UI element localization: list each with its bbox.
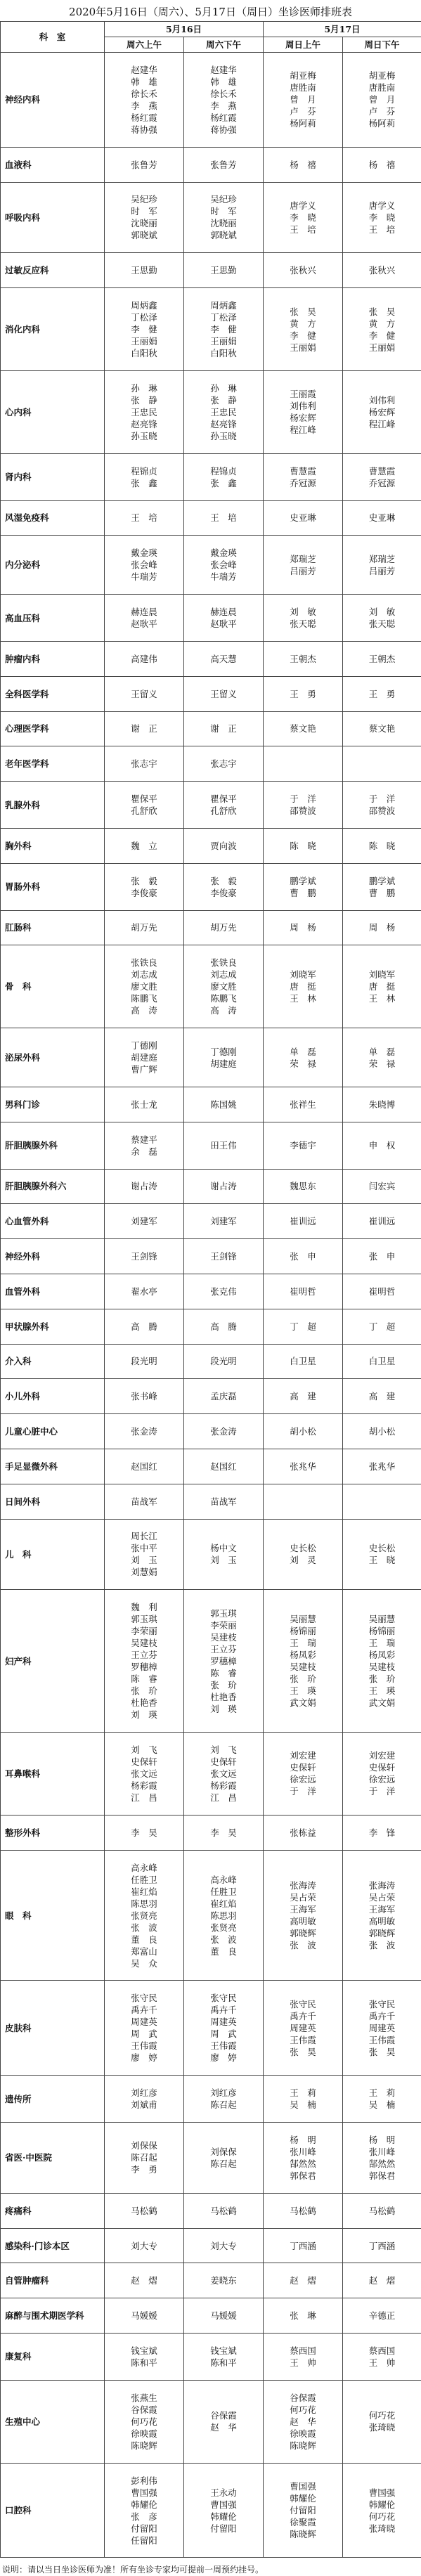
department-name: 介入科 [1, 1344, 105, 1379]
doctors-sun-pm: 张 昊 黄 方 李 健 王丽娟 [343, 288, 421, 371]
doctors-sun-pm: 蔡西国 王 帅 [343, 2334, 421, 2381]
doctors-sat-pm: 杨中文 刘 玉 [184, 1519, 264, 1590]
doctors-sat-am: 高建伟 [105, 641, 184, 676]
department-row [1, 1981, 421, 2076]
department-name: 手足显微外科 [1, 1449, 105, 1484]
doctors-sat-pm: 赵建华 韩 雄 徐长禾 李 燕 杨红霞 蒋协强 [184, 53, 264, 148]
doctors-sat-pm: 孟庆磊 [184, 1379, 264, 1414]
department-name: 肛肠科 [1, 910, 105, 945]
doctors-sun-pm: 李 锋 [343, 1815, 421, 1850]
doctors-sun-pm: 张兆华 [343, 1449, 421, 1484]
doctors-sat-am: 魏 利 郭玉琪 李荣丽 吴建枝 王立芬 罗穗樟 陈 睿 张 玠 杜艳香 刘 瑛 [105, 1590, 184, 1733]
doctors-sat-pm: 谢 正 [184, 711, 264, 746]
doctors-sat-pm: 张金涛 [184, 1414, 264, 1449]
department-row [1, 1414, 421, 1449]
department-name: 肾内科 [1, 453, 105, 500]
doctors-sun-am [264, 1484, 343, 1519]
doctors-sun-pm [343, 746, 421, 782]
doctors-sat-am: 马松鹤 [105, 2193, 184, 2228]
department-row [1, 676, 421, 711]
department-name: 自管肿瘤科 [1, 2263, 105, 2298]
doctors-sun-am: 曹慧霞 乔冠源 [264, 453, 343, 500]
doctors-sun-pm: 单 磊 荣 禄 [343, 1028, 421, 1087]
doctors-sun-am: 周 杨 [264, 910, 343, 945]
doctors-sun-pm: 刘晓军 唐 挺 王 林 [343, 945, 421, 1028]
doctors-sat-am: 孙 琳 张 静 王忠民 赵亮锋 孙玉晓 [105, 370, 184, 453]
department-row [1, 288, 421, 371]
department-name: 过敏反应科 [1, 253, 105, 288]
department-name: 高血压科 [1, 595, 105, 642]
doctors-sun-am: 刘晓军 唐 挺 王 林 [264, 945, 343, 1028]
doctors-sat-pm: 段光明 [184, 1344, 264, 1379]
doctors-sun-pm: 陈 晓 [343, 828, 421, 863]
department-row [1, 2228, 421, 2263]
doctors-sat-pm: 赵国红 [184, 1449, 264, 1484]
doctors-sun-am: 鹏学斌 曹 鹏 [264, 863, 343, 910]
header-row-dates [1, 22, 421, 37]
doctors-sat-am: 胡万先 [105, 910, 184, 945]
doctors-sat-pm: 田王伟 [184, 1122, 264, 1169]
department-name: 心血管外科 [1, 1204, 105, 1239]
department-row [1, 253, 421, 288]
department-row [1, 782, 421, 829]
doctors-sat-pm: 王留义 [184, 676, 264, 711]
doctors-sun-am: 王 勇 [264, 676, 343, 711]
department-name: 小儿外科 [1, 1379, 105, 1414]
doctors-sat-am: 张守民 禹卉千 周建英 周 武 王伟霞 廖 婷 [105, 1981, 184, 2076]
department-name: 口腔科 [1, 2463, 105, 2558]
doctors-sun-pm: 杨 明 张川峰 郜然然 郭保君 [343, 2123, 421, 2194]
department-row [1, 1379, 421, 1414]
doctors-sat-pm: 张志宇 [184, 746, 264, 782]
department-name: 感染科·门诊本区 [1, 2228, 105, 2263]
doctors-sun-pm: 周 杨 [343, 910, 421, 945]
doctors-sat-pm: 戴金瑛 张会峰 牛瑞芳 [184, 536, 264, 595]
doctors-sat-pm: 张铁良 刘志成 廖文胜 陈鹏飞 高 涛 [184, 945, 264, 1028]
doctors-sun-am: 丁 超 [264, 1309, 343, 1344]
doctors-sun-pm: 王 莉 吴 楠 [343, 2076, 421, 2123]
date-header-sunday: 5月17日 [264, 22, 421, 37]
doctors-sun-pm: 张 申 [343, 1239, 421, 1274]
doctors-sun-pm: 史长松 王 晓 [343, 1519, 421, 1590]
doctors-sun-pm: 张秋兴 [343, 253, 421, 288]
doctors-sat-am: 钱宝斌 陈和平 [105, 2334, 184, 2381]
doctors-sun-pm: 史亚琳 [343, 500, 421, 536]
doctors-sat-pm: 张克伟 [184, 1274, 264, 1309]
department-row [1, 1169, 421, 1204]
doctors-sun-pm: 曹国强 韩耀伦 何巧花 张琦晓 [343, 2463, 421, 2558]
department-row [1, 1449, 421, 1484]
doctors-sun-pm: 胡亚梅 唐胜南 曾 月 卢 芬 杨阿莉 [343, 53, 421, 148]
doctors-sun-am: 陈 晓 [264, 828, 343, 863]
department-row [1, 370, 421, 453]
doctors-sun-am: 杨 明 张川峰 郜然然 郭保君 [264, 2123, 343, 2194]
doctors-sun-am: 蔡文艳 [264, 711, 343, 746]
doctors-sat-pm: 王 培 [184, 500, 264, 536]
department-row [1, 500, 421, 536]
department-name: 耳鼻喉科 [1, 1733, 105, 1816]
department-name: 男科门诊 [1, 1087, 105, 1122]
doctors-sun-am: 赵 熠 [264, 2263, 343, 2298]
doctors-sun-pm: 马松鹤 [343, 2193, 421, 2228]
doctors-sun-pm: 张守民 禹卉千 周建英 王伟霞 张 昊 [343, 1981, 421, 2076]
doctors-sat-am: 马媛媛 [105, 2298, 184, 2334]
doctors-sun-am: 单 磊 荣 禄 [264, 1028, 343, 1087]
doctors-sun-am: 唐学义 李 晓 王 培 [264, 182, 343, 253]
doctors-sun-pm: 胡小松 [343, 1414, 421, 1449]
department-name: 整形外科 [1, 1815, 105, 1850]
department-row [1, 1519, 421, 1590]
doctors-sun-pm: 闫宏宾 [343, 1169, 421, 1204]
department-name: 血管外科 [1, 1274, 105, 1309]
doctors-sat-am: 王留义 [105, 676, 184, 711]
doctors-sun-am: 王丽霞 刘伟利 杨宏辉 程江峰 [264, 370, 343, 453]
department-name: 生殖中心 [1, 2380, 105, 2463]
department-name: 消化内科 [1, 288, 105, 371]
doctors-sat-pm: 李 昊 [184, 1815, 264, 1850]
doctors-sat-am: 周炳鑫 丁松泽 李 健 王丽娟 白阳秋 [105, 288, 184, 371]
department-name: 日间外科 [1, 1484, 105, 1519]
doctors-sun-am: 张栋益 [264, 1815, 343, 1850]
department-name: 神经外科 [1, 1239, 105, 1274]
doctors-sun-am: 于 洋 邵赞波 [264, 782, 343, 829]
doctors-sat-pm: 谷保霞 赵 华 [184, 2380, 264, 2463]
department-name: 妇产科 [1, 1590, 105, 1733]
doctors-sat-pm: 陈国姚 [184, 1087, 264, 1122]
doctors-sun-pm [343, 1484, 421, 1519]
doctors-sun-am: 吴丽慧 杨锦丽 王 瑞 杨凤彩 吴建枝 张 玠 王 瑛 武文娟 [264, 1590, 343, 1733]
doctors-sat-am: 王 培 [105, 500, 184, 536]
department-name: 疼痛科 [1, 2193, 105, 2228]
session-header-sun-am: 周日上午 [264, 37, 343, 53]
doctors-sun-pm: 唐学义 李 晓 王 培 [343, 182, 421, 253]
doctors-sun-am: 胡亚梅 唐胜南 曾 月 卢 芬 杨阿莉 [264, 53, 343, 148]
doctors-sat-pm: 刘大专 [184, 2228, 264, 2263]
doctors-sun-am: 白卫星 [264, 1344, 343, 1379]
department-name: 老年医学科 [1, 746, 105, 782]
doctors-sun-pm: 王朝杰 [343, 641, 421, 676]
department-row [1, 746, 421, 782]
doctors-sun-pm: 杨 禧 [343, 147, 421, 182]
doctors-sun-am: 杨 禧 [264, 147, 343, 182]
department-name: 全科医学科 [1, 676, 105, 711]
doctors-sat-pm: 张守民 禹卉千 周建英 周 武 王伟霞 廖 婷 [184, 1981, 264, 2076]
session-header-sat-am: 周六上午 [105, 37, 184, 53]
department-name: 风湿免疫科 [1, 500, 105, 536]
department-row [1, 453, 421, 500]
department-row [1, 1274, 421, 1309]
doctors-sun-pm: 朱晓博 [343, 1087, 421, 1122]
doctors-sun-pm: 高 建 [343, 1379, 421, 1414]
doctors-sat-pm: 苗战军 [184, 1484, 264, 1519]
department-row [1, 2123, 421, 2194]
doctors-sat-am: 瞿保平 孔舒欣 [105, 782, 184, 829]
doctors-sat-am: 王思勤 [105, 253, 184, 288]
department-name: 泌尿外科 [1, 1028, 105, 1087]
footnote: 说明：请以当日坐诊医师为准！所有坐诊专家均可提前一周预约挂号。 [2, 2565, 264, 2575]
department-row [1, 1344, 421, 1379]
doctors-sat-pm: 张 毅 李俊豪 [184, 863, 264, 910]
doctors-sat-pm: 瞿保平 孔舒欣 [184, 782, 264, 829]
department-row [1, 595, 421, 642]
doctors-sun-pm: 申 权 [343, 1122, 421, 1169]
department-name: 内分泌科 [1, 536, 105, 595]
doctors-sat-pm: 赫连晨 赵耿平 [184, 595, 264, 642]
doctors-sat-am: 戴金瑛 张会峰 牛瑞芳 [105, 536, 184, 595]
date-header-saturday: 5月16日 [105, 22, 264, 37]
department-row [1, 945, 421, 1028]
doctors-sat-am: 高 腾 [105, 1309, 184, 1344]
doctors-sat-pm: 丁德刚 胡建庭 [184, 1028, 264, 1087]
doctors-sun-am: 张守民 禹卉千 周建英 王伟霞 张 昊 [264, 1981, 343, 2076]
department-row [1, 1484, 421, 1519]
doctors-sun-pm: 张海涛 吴占荣 王海军 高明敏 郭晓辉 张 波 [343, 1850, 421, 1981]
department-header: 科 室 [1, 22, 105, 53]
doctors-sun-pm: 丁 超 [343, 1309, 421, 1344]
doctors-sat-pm: 刘红彦 陈召起 [184, 2076, 264, 2123]
doctors-sun-am: 崔明哲 [264, 1274, 343, 1309]
doctors-sat-am: 王剑锋 [105, 1239, 184, 1274]
department-row [1, 1590, 421, 1733]
department-name: 乳腺外科 [1, 782, 105, 829]
doctors-sat-am: 李 昊 [105, 1815, 184, 1850]
department-name: 胸外科 [1, 828, 105, 863]
doctors-sun-pm: 郑瑞芝 吕丽芳 [343, 536, 421, 595]
doctors-sat-am: 程锦贞 张 鑫 [105, 453, 184, 500]
doctors-sat-am: 彭利伟 曹国强 韩耀伦 张 彦 付留阳 任留阳 [105, 2463, 184, 2558]
department-name: 神经内科 [1, 53, 105, 148]
session-header-sun-pm: 周日下午 [343, 37, 421, 53]
department-name: 甲状腺外科 [1, 1309, 105, 1344]
doctors-sat-am: 赵 熠 [105, 2263, 184, 2298]
session-header-sat-pm: 周六下午 [184, 37, 264, 53]
department-row [1, 1204, 421, 1239]
doctors-sat-am: 翟水亭 [105, 1274, 184, 1309]
doctors-sat-pm: 孙 琳 张 静 王忠民 赵亮锋 孙玉晓 [184, 370, 264, 453]
department-name: 心内科 [1, 370, 105, 453]
doctors-sat-pm: 胡万先 [184, 910, 264, 945]
doctors-sat-am: 赵建华 韩 雄 徐长禾 李 燕 杨红霞 蒋协强 [105, 53, 184, 148]
doctors-sun-am: 张 昊 黄 方 李 健 王丽娟 [264, 288, 343, 371]
doctors-sat-am: 张书峰 [105, 1379, 184, 1414]
doctors-sat-pm: 郭玉琪 李荣丽 吴建枝 王立芬 罗穗樟 陈 睿 张 玠 杜艳香 刘 瑛 [184, 1590, 264, 1733]
doctors-sat-pm: 刘建军 [184, 1204, 264, 1239]
doctors-sat-pm: 王永动 曹国强 韩耀伦 付留阳 [184, 2463, 264, 2558]
department-row [1, 2380, 421, 2463]
department-name: 儿童心脏中心 [1, 1414, 105, 1449]
doctors-sat-am: 刘红彦 刘斌甫 [105, 2076, 184, 2123]
doctors-sun-pm: 崔训远 [343, 1204, 421, 1239]
doctors-sun-am: 张 申 [264, 1239, 343, 1274]
doctors-sat-am: 吴纪珍 时 军 沈晓丽 郭晓斌 [105, 182, 184, 253]
department-row [1, 2298, 421, 2334]
department-row [1, 2193, 421, 2228]
doctors-sun-pm: 辛德正 [343, 2298, 421, 2334]
doctors-sun-am [264, 746, 343, 782]
doctors-sat-am: 刘保保 陈召起 李 勇 [105, 2123, 184, 2194]
doctors-sat-pm: 吴纪珍 时 军 沈晓丽 郭晓斌 [184, 182, 264, 253]
department-row [1, 1850, 421, 1981]
doctors-sat-pm: 王思勤 [184, 253, 264, 288]
department-row [1, 147, 421, 182]
doctors-sat-am: 刘大专 [105, 2228, 184, 2263]
doctors-sat-am: 刘 飞 史保轩 张文远 杨彩霞 江 昌 [105, 1733, 184, 1816]
doctors-sun-am: 张祥生 [264, 1087, 343, 1122]
doctors-sun-am: 胡小松 [264, 1414, 343, 1449]
doctors-sun-am: 张 琳 [264, 2298, 343, 2334]
department-name: 骨 科 [1, 945, 105, 1028]
department-name: 眼 科 [1, 1850, 105, 1981]
department-row [1, 828, 421, 863]
department-row [1, 182, 421, 253]
doctors-sun-am: 史亚琳 [264, 500, 343, 536]
department-name: 麻醉与围术期医学科 [1, 2298, 105, 2334]
doctors-sat-am: 周长江 张中平 刘 玉 刘慧娟 [105, 1519, 184, 1590]
doctors-sat-am: 刘建军 [105, 1204, 184, 1239]
doctors-sat-am: 苗战军 [105, 1484, 184, 1519]
department-name: 肝胆胰腺外科六 [1, 1169, 105, 1204]
department-name: 肝胆胰腺外科 [1, 1122, 105, 1169]
doctors-sat-pm: 张鲁芳 [184, 147, 264, 182]
doctors-sat-am: 张志宇 [105, 746, 184, 782]
doctors-sat-am: 张金涛 [105, 1414, 184, 1449]
doctors-sat-pm: 钱宝斌 陈和平 [184, 2334, 264, 2381]
doctors-sun-am: 曹国强 韩耀伦 付留阳 徐聚霞 陈晓辉 [264, 2463, 343, 2558]
doctors-sun-pm: 于 洋 邵赞波 [343, 782, 421, 829]
doctors-sun-pm: 白卫星 [343, 1344, 421, 1379]
doctors-sun-pm: 鹏学斌 曹 鹏 [343, 863, 421, 910]
department-name: 血液科 [1, 147, 105, 182]
doctors-sat-am: 谢 正 [105, 711, 184, 746]
doctors-sun-pm: 刘 敏 张天聪 [343, 595, 421, 642]
department-row [1, 1309, 421, 1344]
doctors-sun-am: 刘宏建 史保轩 徐宏远 于 洋 [264, 1733, 343, 1816]
department-name: 省医·中医院 [1, 2123, 105, 2194]
doctors-sun-am: 蔡西国 王 帅 [264, 2334, 343, 2381]
doctors-sun-pm: 崔明哲 [343, 1274, 421, 1309]
doctors-sat-pm: 程锦贞 张 鑫 [184, 453, 264, 500]
doctors-sat-am: 魏 立 [105, 828, 184, 863]
department-row [1, 1815, 421, 1850]
schedule-title: 2020年5月16日（周六）、5月17日（周日）坐诊医师排班表 [69, 6, 352, 18]
department-row [1, 1733, 421, 1816]
doctors-sun-pm: 丁西涵 [343, 2228, 421, 2263]
department-row [1, 863, 421, 910]
doctors-sat-pm: 马媛媛 [184, 2298, 264, 2334]
department-name: 儿 科 [1, 1519, 105, 1590]
department-name: 肿瘤内科 [1, 641, 105, 676]
department-row [1, 53, 421, 148]
doctors-sat-am: 蔡建平 余 磊 [105, 1122, 184, 1169]
department-name: 遗传所 [1, 2076, 105, 2123]
doctors-sun-pm: 刘伟利 杨宏辉 程江峰 [343, 370, 421, 453]
doctors-sun-am: 崔训远 [264, 1204, 343, 1239]
doctors-sun-am: 魏思东 [264, 1169, 343, 1204]
doctors-sun-am: 张秋兴 [264, 253, 343, 288]
doctors-sun-pm: 吴丽慧 杨锦丽 王 瑞 杨凤彩 吴建枝 张 玠 王 瑛 武文娟 [343, 1590, 421, 1733]
doctors-sat-am: 赫连晨 赵耿平 [105, 595, 184, 642]
doctors-sun-am: 王 莉 吴 楠 [264, 2076, 343, 2123]
doctors-sat-pm: 姜晓东 [184, 2263, 264, 2298]
department-row [1, 641, 421, 676]
doctors-sat-pm: 高天慧 [184, 641, 264, 676]
doctors-sun-am: 王朝杰 [264, 641, 343, 676]
department-row [1, 1028, 421, 1087]
schedule-table [0, 21, 421, 2558]
doctors-sat-pm: 高永峰 任胜卫 崔红焰 陈思羽 张贤亮 张 波 董 良 [184, 1850, 264, 1981]
doctors-sun-am: 郑瑞芝 吕丽芳 [264, 536, 343, 595]
department-row [1, 1087, 421, 1122]
department-row [1, 1122, 421, 1169]
doctors-sun-am: 李德宇 [264, 1122, 343, 1169]
doctors-sun-pm: 赵 熠 [343, 2263, 421, 2298]
doctors-sun-pm: 蔡文艳 [343, 711, 421, 746]
schedule-body [1, 53, 421, 2558]
department-row [1, 2076, 421, 2123]
doctors-sat-pm: 高 腾 [184, 1309, 264, 1344]
doctors-sat-pm: 周炳鑫 丁松泽 李 健 王丽娟 白阳秋 [184, 288, 264, 371]
department-row [1, 910, 421, 945]
doctors-sun-am: 史长松 刘 灵 [264, 1519, 343, 1590]
department-row [1, 711, 421, 746]
doctors-sat-pm: 马松鹤 [184, 2193, 264, 2228]
doctors-sun-am: 马松鹤 [264, 2193, 343, 2228]
doctors-sat-pm: 王剑锋 [184, 1239, 264, 1274]
department-name: 康复科 [1, 2334, 105, 2381]
doctors-sun-am: 张兆华 [264, 1449, 343, 1484]
department-name: 心理医学科 [1, 711, 105, 746]
doctors-sun-pm: 曹慧霞 乔冠源 [343, 453, 421, 500]
doctors-sat-pm: 刘 飞 史保轩 张文远 杨彩霞 江 昌 [184, 1733, 264, 1816]
department-name: 皮肤科 [1, 1981, 105, 2076]
doctors-sun-am: 刘 敏 张天聪 [264, 595, 343, 642]
doctors-sat-pm: 贾向波 [184, 828, 264, 863]
department-row [1, 1239, 421, 1274]
doctors-sun-am: 高 建 [264, 1379, 343, 1414]
doctors-sat-am: 高永峰 任胜卫 崔红焰 陈思羽 张贤亮 张 波 董 良 郑富山 吴 众 [105, 1850, 184, 1981]
doctors-sun-am: 张海涛 吴占荣 王海军 高明敏 郭晓辉 张 波 [264, 1850, 343, 1981]
doctors-sat-am: 赵国红 [105, 1449, 184, 1484]
doctors-sat-am: 张燕生 谷保霞 何巧花 徐映霞 陈晓辉 [105, 2380, 184, 2463]
department-row [1, 536, 421, 595]
doctors-sat-pm: 刘保保 陈召起 [184, 2123, 264, 2194]
doctors-sat-am: 张 毅 李俊豪 [105, 863, 184, 910]
doctors-sat-am: 谢占涛 [105, 1169, 184, 1204]
doctors-sun-pm: 王 勇 [343, 676, 421, 711]
department-row [1, 2334, 421, 2381]
department-name: 呼吸内科 [1, 182, 105, 253]
doctors-sat-am: 段光明 [105, 1344, 184, 1379]
department-row [1, 2263, 421, 2298]
department-name: 胃肠外科 [1, 863, 105, 910]
department-row [1, 2463, 421, 2558]
doctors-sun-am: 丁西涵 [264, 2228, 343, 2263]
doctors-sat-pm: 谢占涛 [184, 1169, 264, 1204]
doctors-sun-am: 谷保霞 何巧花 赵 华 徐映霞 陈晓辉 [264, 2380, 343, 2463]
doctors-sun-pm: 何巧花 张琦晓 [343, 2380, 421, 2463]
doctors-sat-am: 张士龙 [105, 1087, 184, 1122]
doctors-sat-am: 张鲁芳 [105, 147, 184, 182]
doctors-sat-am: 张铁良 刘志成 廖文胜 陈鹏飞 高 涛 [105, 945, 184, 1028]
doctors-sun-pm: 刘宏建 史保轩 徐宏远 于 洋 [343, 1733, 421, 1816]
doctors-sat-am: 丁德刚 胡建庭 曹广辉 [105, 1028, 184, 1087]
